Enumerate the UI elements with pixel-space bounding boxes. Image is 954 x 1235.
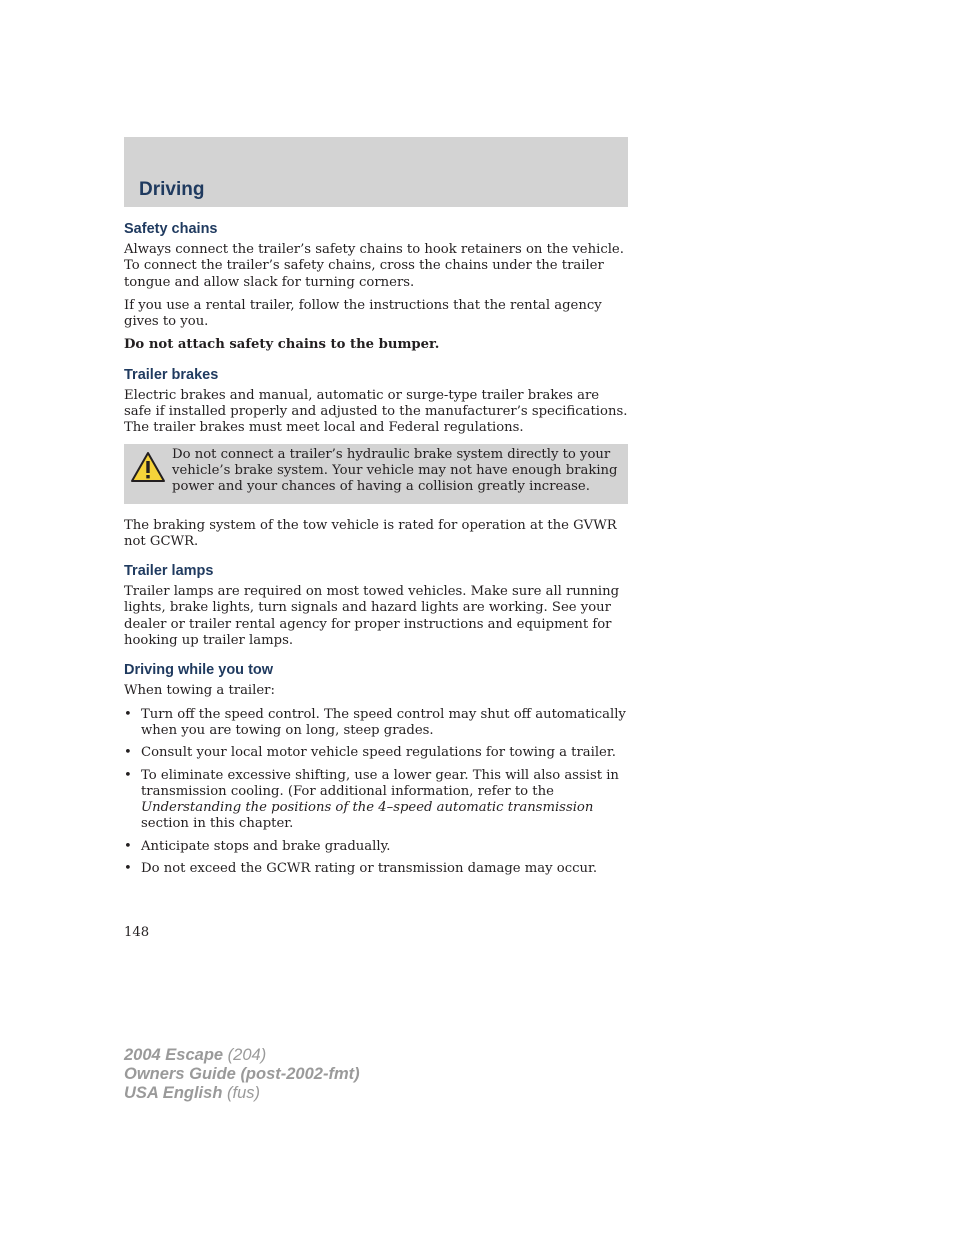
trailer-lamps-paragraph: Trailer lamps are required on most towed vehicles. Make sure all running lights, brake lights, turn signals and hazard lights are working. See your dealer or trailer rental agency for proper instructions and equipment for hooking up trailer lamps. — [124, 584, 620, 649]
footer-model-code: (204) — [223, 1046, 267, 1064]
safety-chains-bumper-note: Do not attach safety chains to the bumper. — [124, 337, 440, 353]
bullet-icon: • — [124, 706, 132, 722]
chapter-header-band — [124, 137, 628, 207]
cross-reference-title: Understanding the positions of the 4–speed automatic transmission — [141, 800, 594, 816]
bullet-icon: • — [124, 838, 132, 854]
list-item — [124, 707, 628, 740]
bullet-text-start: To eliminate excessive shifting, use a lower gear. This will also assist in transmission cooling. (For additional information, refer to the — [141, 767, 619, 799]
footer-line-3 — [124, 1084, 360, 1103]
footer-language-code: (fus) — [222, 1084, 260, 1102]
bullet-text: Anticipate stops and brake gradually. — [141, 838, 391, 854]
list-item — [124, 768, 628, 833]
list-item — [124, 861, 628, 877]
heading-driving-while-you-tow: Driving while you tow — [124, 662, 274, 679]
chapter-title: Driving — [139, 179, 205, 200]
page-content — [124, 220, 628, 883]
list-item — [124, 745, 628, 761]
footer-language: USA English — [124, 1084, 223, 1102]
bullet-icon: • — [124, 767, 132, 783]
heading-safety-chains: Safety chains — [124, 221, 218, 237]
towing-bullet-list — [124, 707, 628, 878]
footer-line-1 — [124, 1046, 360, 1065]
driving-tow-intro: When towing a trailer: — [124, 683, 275, 699]
trailer-brakes-paragraph-1: Electric brakes and manual, automatic or surge-type trailer brakes are safe if installed properly and adjusted to the manufacturer’s specifications. The trailer brakes must meet local and Federal regulations. — [124, 387, 628, 436]
footer-line-2 — [124, 1065, 360, 1084]
bullet-icon: • — [124, 745, 132, 761]
safety-chains-paragraph-2: If you use a rental trailer, follow the instructions that the rental agency gives to you. — [124, 297, 602, 330]
document-footer — [124, 1046, 360, 1103]
heading-trailer-lamps: Trailer lamps — [124, 563, 214, 580]
page-number: 148 — [124, 925, 150, 940]
safety-chains-paragraph-1: Always connect the trailer’s safety chains to hook retainers on the vehicle. To connect the trailer’s safety chains, cross the chains under the trailer tongue and allow slack for turning corners. — [124, 242, 624, 290]
warning-triangle-icon — [130, 451, 166, 483]
heading-trailer-brakes: Trailer brakes — [124, 366, 219, 383]
footer-guide: Owners Guide (post-2002-fmt) — [124, 1065, 360, 1083]
list-item — [124, 839, 628, 855]
bullet-text: Consult your local motor vehicle speed regulations for towing a trailer. — [141, 745, 616, 761]
bullet-text: Turn off the speed control. The speed control may shut off automatically when you are towing on long, steep grades. — [141, 706, 626, 738]
warning-text: Do not connect a trailer’s hydraulic brake system directly to your vehicle’s brake system. Your vehicle may not have enough braking power and your chances of having a collision greatly increase. — [172, 446, 618, 495]
footer-model: 2004 Escape — [124, 1046, 224, 1064]
bullet-icon: • — [124, 861, 132, 877]
bullet-text-end: section in this chapter. — [141, 816, 294, 832]
bullet-text: Do not exceed the GCWR rating or transmission damage may occur. — [141, 861, 598, 877]
bullet-text — [141, 768, 619, 832]
trailer-brakes-paragraph-2: The braking system of the tow vehicle is rated for operation at the GVWR not GCWR. — [124, 517, 617, 549]
warning-box — [124, 444, 628, 504]
